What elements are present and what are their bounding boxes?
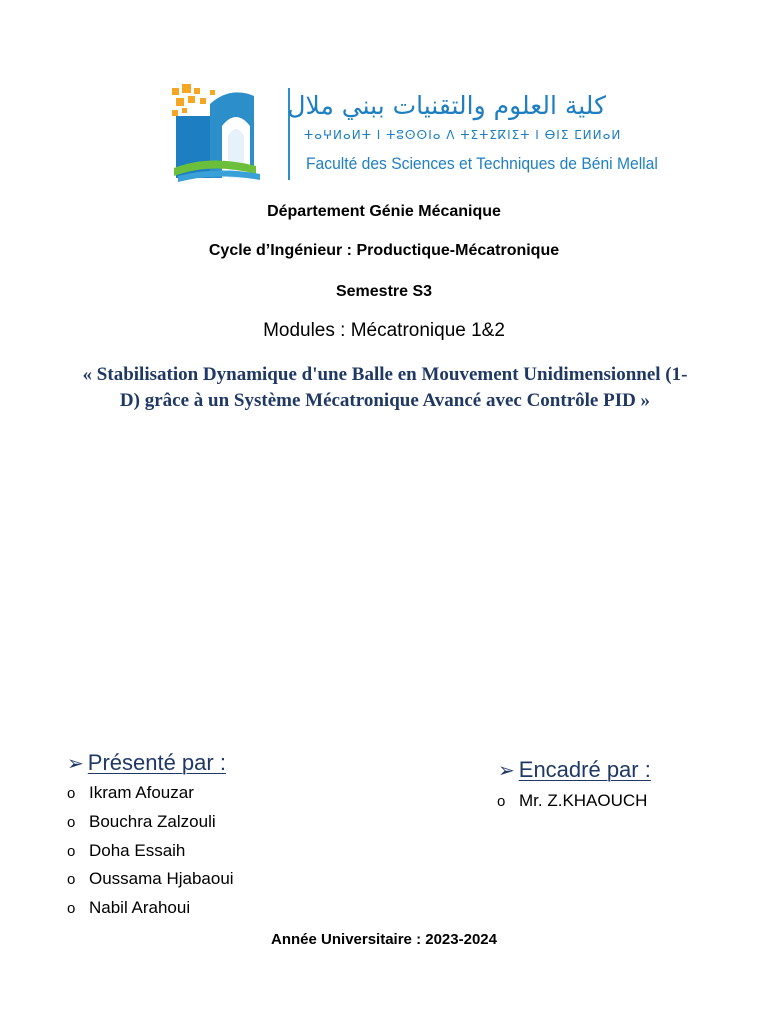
- presented-heading-label: Présenté par :: [87, 750, 226, 775]
- faculty-emblem-icon: [170, 82, 280, 184]
- list-item: [67, 812, 234, 841]
- cycle-line: Cycle d’Ingénieur : Productique-Mécatronique: [208, 242, 560, 259]
- circle-bullet-icon: o: [67, 842, 76, 860]
- arrow-bullet-icon: ➢: [498, 760, 515, 782]
- semester-line: Semestre S3: [335, 283, 433, 300]
- supervised-heading: [498, 757, 651, 783]
- logo-tifinagh-text: ⵜⴰⵖⵍⴰⵍⵜ ⵏ ⵜⵓⵙⵙⵏⴰ ⴷ ⵜⵉⵜⵉⴽⵏⵉⵜ ⵏ ⴱⵏⵉ ⵎⵍⵍⴰⵍ: [304, 128, 622, 142]
- list-item: [67, 783, 234, 812]
- list-item: [67, 841, 234, 870]
- presenter-name: Ikram Afouzar: [89, 783, 194, 802]
- circle-bullet-icon: o: [67, 871, 76, 889]
- list-item: [67, 898, 234, 927]
- modules-line: Modules : Mécatronique 1&2: [263, 320, 505, 341]
- supervisor-name: Mr. Z.KHAOUCH: [519, 791, 648, 810]
- presenter-name: Oussama Hjabaoui: [89, 869, 234, 889]
- presenters-list: [67, 783, 234, 927]
- faculty-logo: [170, 82, 658, 184]
- department-line: Département Génie Mécanique: [267, 203, 501, 220]
- supervised-heading-label: Encadré par :: [518, 757, 651, 782]
- logo-french-text: Faculté des Sciences et Techniques de Béni Mellal: [306, 154, 658, 173]
- academic-year: Année Universitaire : 2023-2024: [271, 931, 497, 948]
- presenter-name: Bouchra Zalzouli: [89, 811, 216, 831]
- presenter-name: Nabil Arahoui: [89, 898, 191, 918]
- project-title: « Stabilisation Dynamique d'une Balle en Mouvement Unidimensionnel (1-D) grâce à un Système Mécatronique Avancé avec Contrôle PID »: [82, 364, 688, 411]
- presenter-name: Doha Essaih: [89, 840, 186, 860]
- list-item: [67, 869, 234, 898]
- circle-bullet-icon: o: [67, 813, 76, 831]
- circle-bullet-icon: o: [67, 785, 76, 802]
- circle-bullet-icon: o: [67, 900, 76, 918]
- circle-bullet-icon: o: [497, 793, 506, 810]
- list-item: [497, 791, 647, 820]
- presented-heading: [67, 750, 226, 776]
- supervisors-list: [497, 791, 647, 820]
- logo-arabic-text: كلية العلوم والتقنيات ببني ملال: [287, 91, 606, 120]
- arrow-bullet-icon: ➢: [67, 753, 84, 775]
